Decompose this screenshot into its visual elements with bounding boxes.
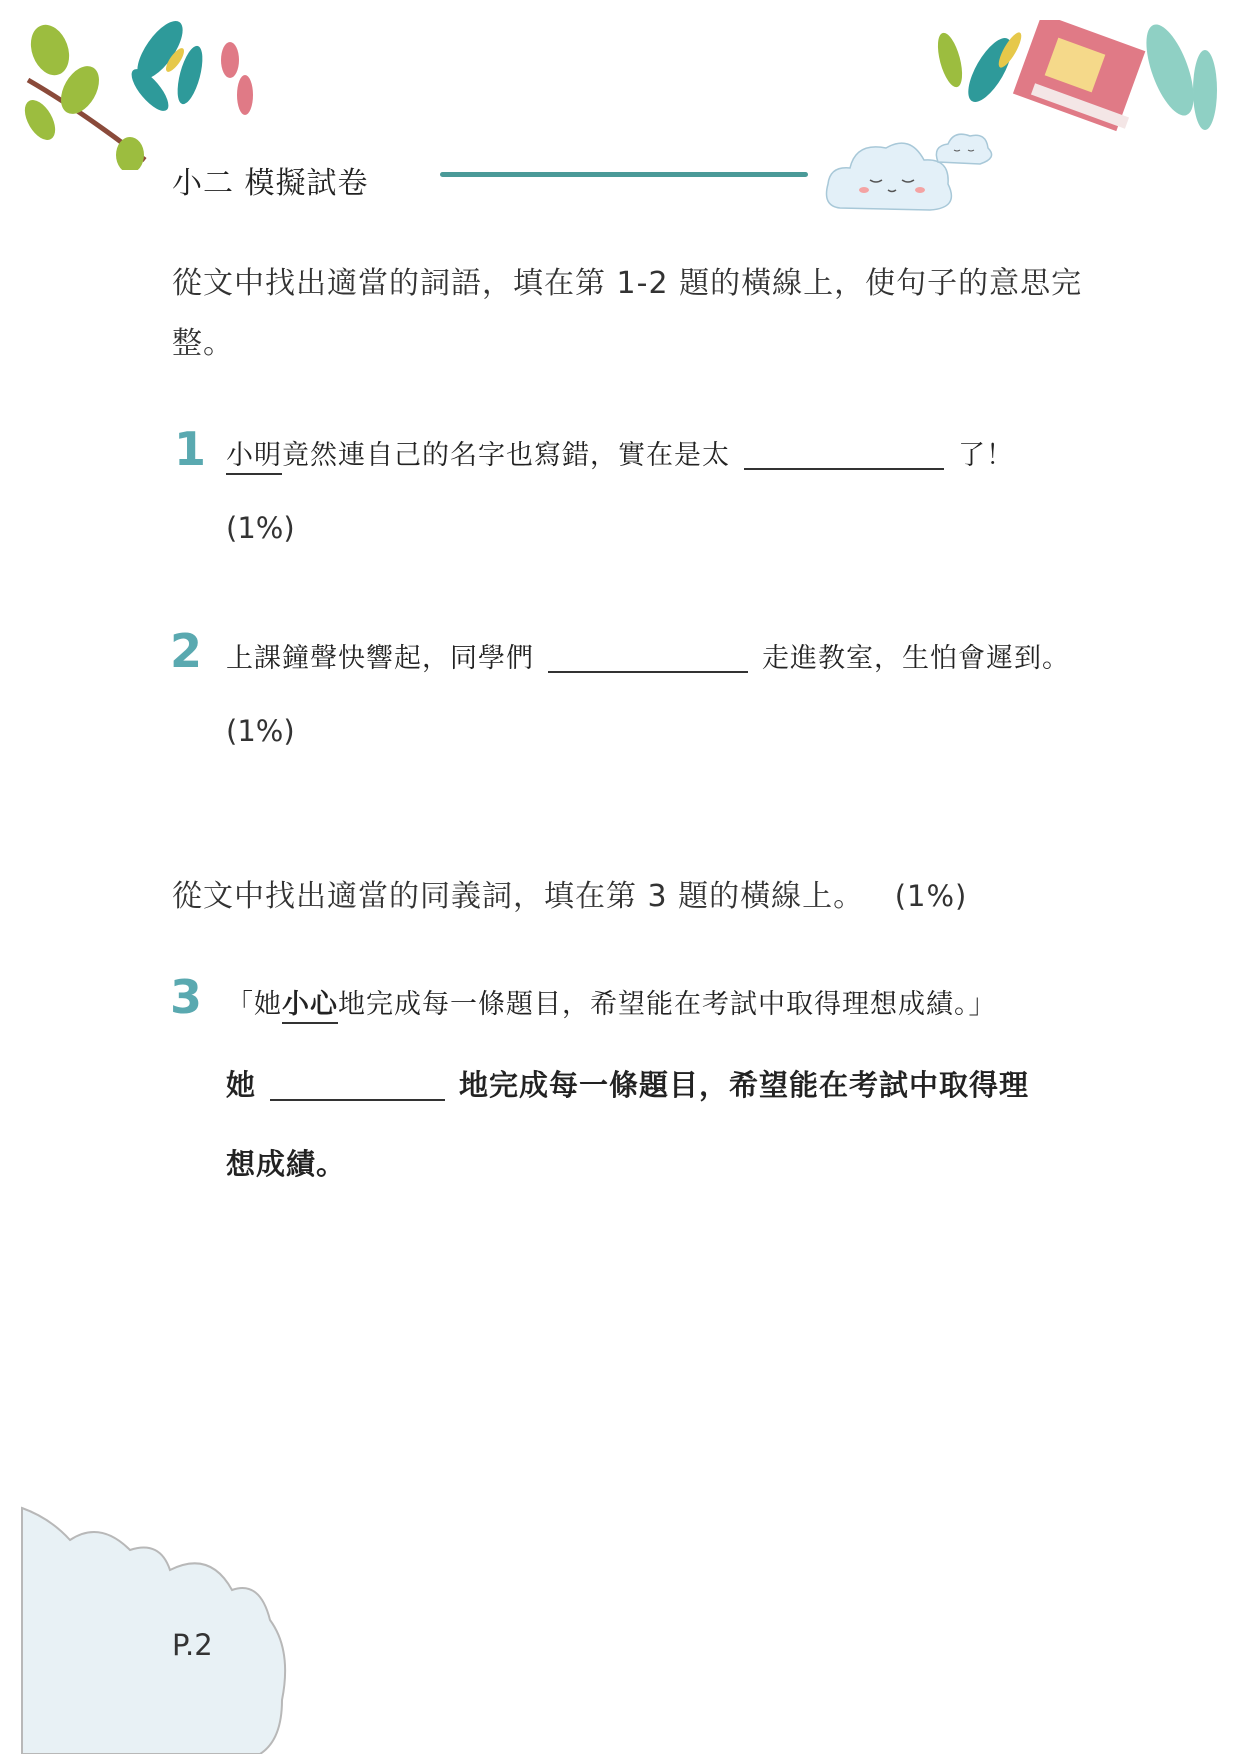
underlined-word: 小明	[226, 440, 282, 475]
question-1-text	[226, 433, 1014, 472]
question-1-marks: (1%)	[226, 511, 295, 545]
question-number-3: 3	[170, 970, 203, 1024]
section1-instruction	[172, 254, 1112, 374]
question-2-marks: (1%)	[226, 714, 295, 748]
answer-blank-2[interactable]	[548, 671, 748, 673]
question-3-answer-line2: 想成績。	[226, 1147, 347, 1181]
page-number: P.2	[172, 1628, 213, 1662]
section2-instruction	[172, 866, 967, 927]
instruction-line2: 整。	[172, 326, 234, 361]
question-2-text	[226, 636, 1070, 675]
q2-text-before: 上課鐘聲快響起，同學們	[226, 643, 534, 674]
instruction-line1: 從文中找出適當的詞語，填在第 1-2 題的橫線上，使句子的意思完	[172, 266, 1083, 301]
cloud-icon	[20, 1500, 300, 1754]
q2-text-after: 走進教室，生怕會遲到。	[762, 643, 1070, 674]
answer-line1-text: 地完成每一條題目，希望能在考試中取得理	[459, 1068, 1030, 1102]
quote-open: 「她	[226, 989, 282, 1020]
answer-blank-1[interactable]	[744, 468, 944, 470]
question-number-1: 1	[174, 422, 207, 476]
underlined-word: 小心	[282, 989, 338, 1024]
section2-marks: (1%)	[894, 879, 968, 913]
q1-text-after: 了！	[958, 440, 1014, 471]
section2-instruction-text: 從文中找出適當的同義詞，填在第 3 題的橫線上。	[172, 879, 865, 914]
answer-prefix: 她	[226, 1068, 257, 1102]
question-number-2: 2	[170, 624, 203, 678]
title-divider	[440, 172, 808, 177]
question-3-answer-line1	[226, 1063, 1029, 1104]
page-title: 小二 模擬試卷	[172, 166, 369, 201]
quote-rest: 地完成每一條題目，希望能在考試中取得理想成績。」	[338, 989, 997, 1020]
q1-text-before: 竟然連自己的名字也寫錯，實在是太	[282, 440, 730, 471]
question-3-quote	[226, 982, 997, 1021]
answer-blank-3[interactable]	[270, 1099, 445, 1101]
leaf-branch-icon	[20, 20, 260, 170]
cloud-face-icon	[820, 118, 1000, 228]
